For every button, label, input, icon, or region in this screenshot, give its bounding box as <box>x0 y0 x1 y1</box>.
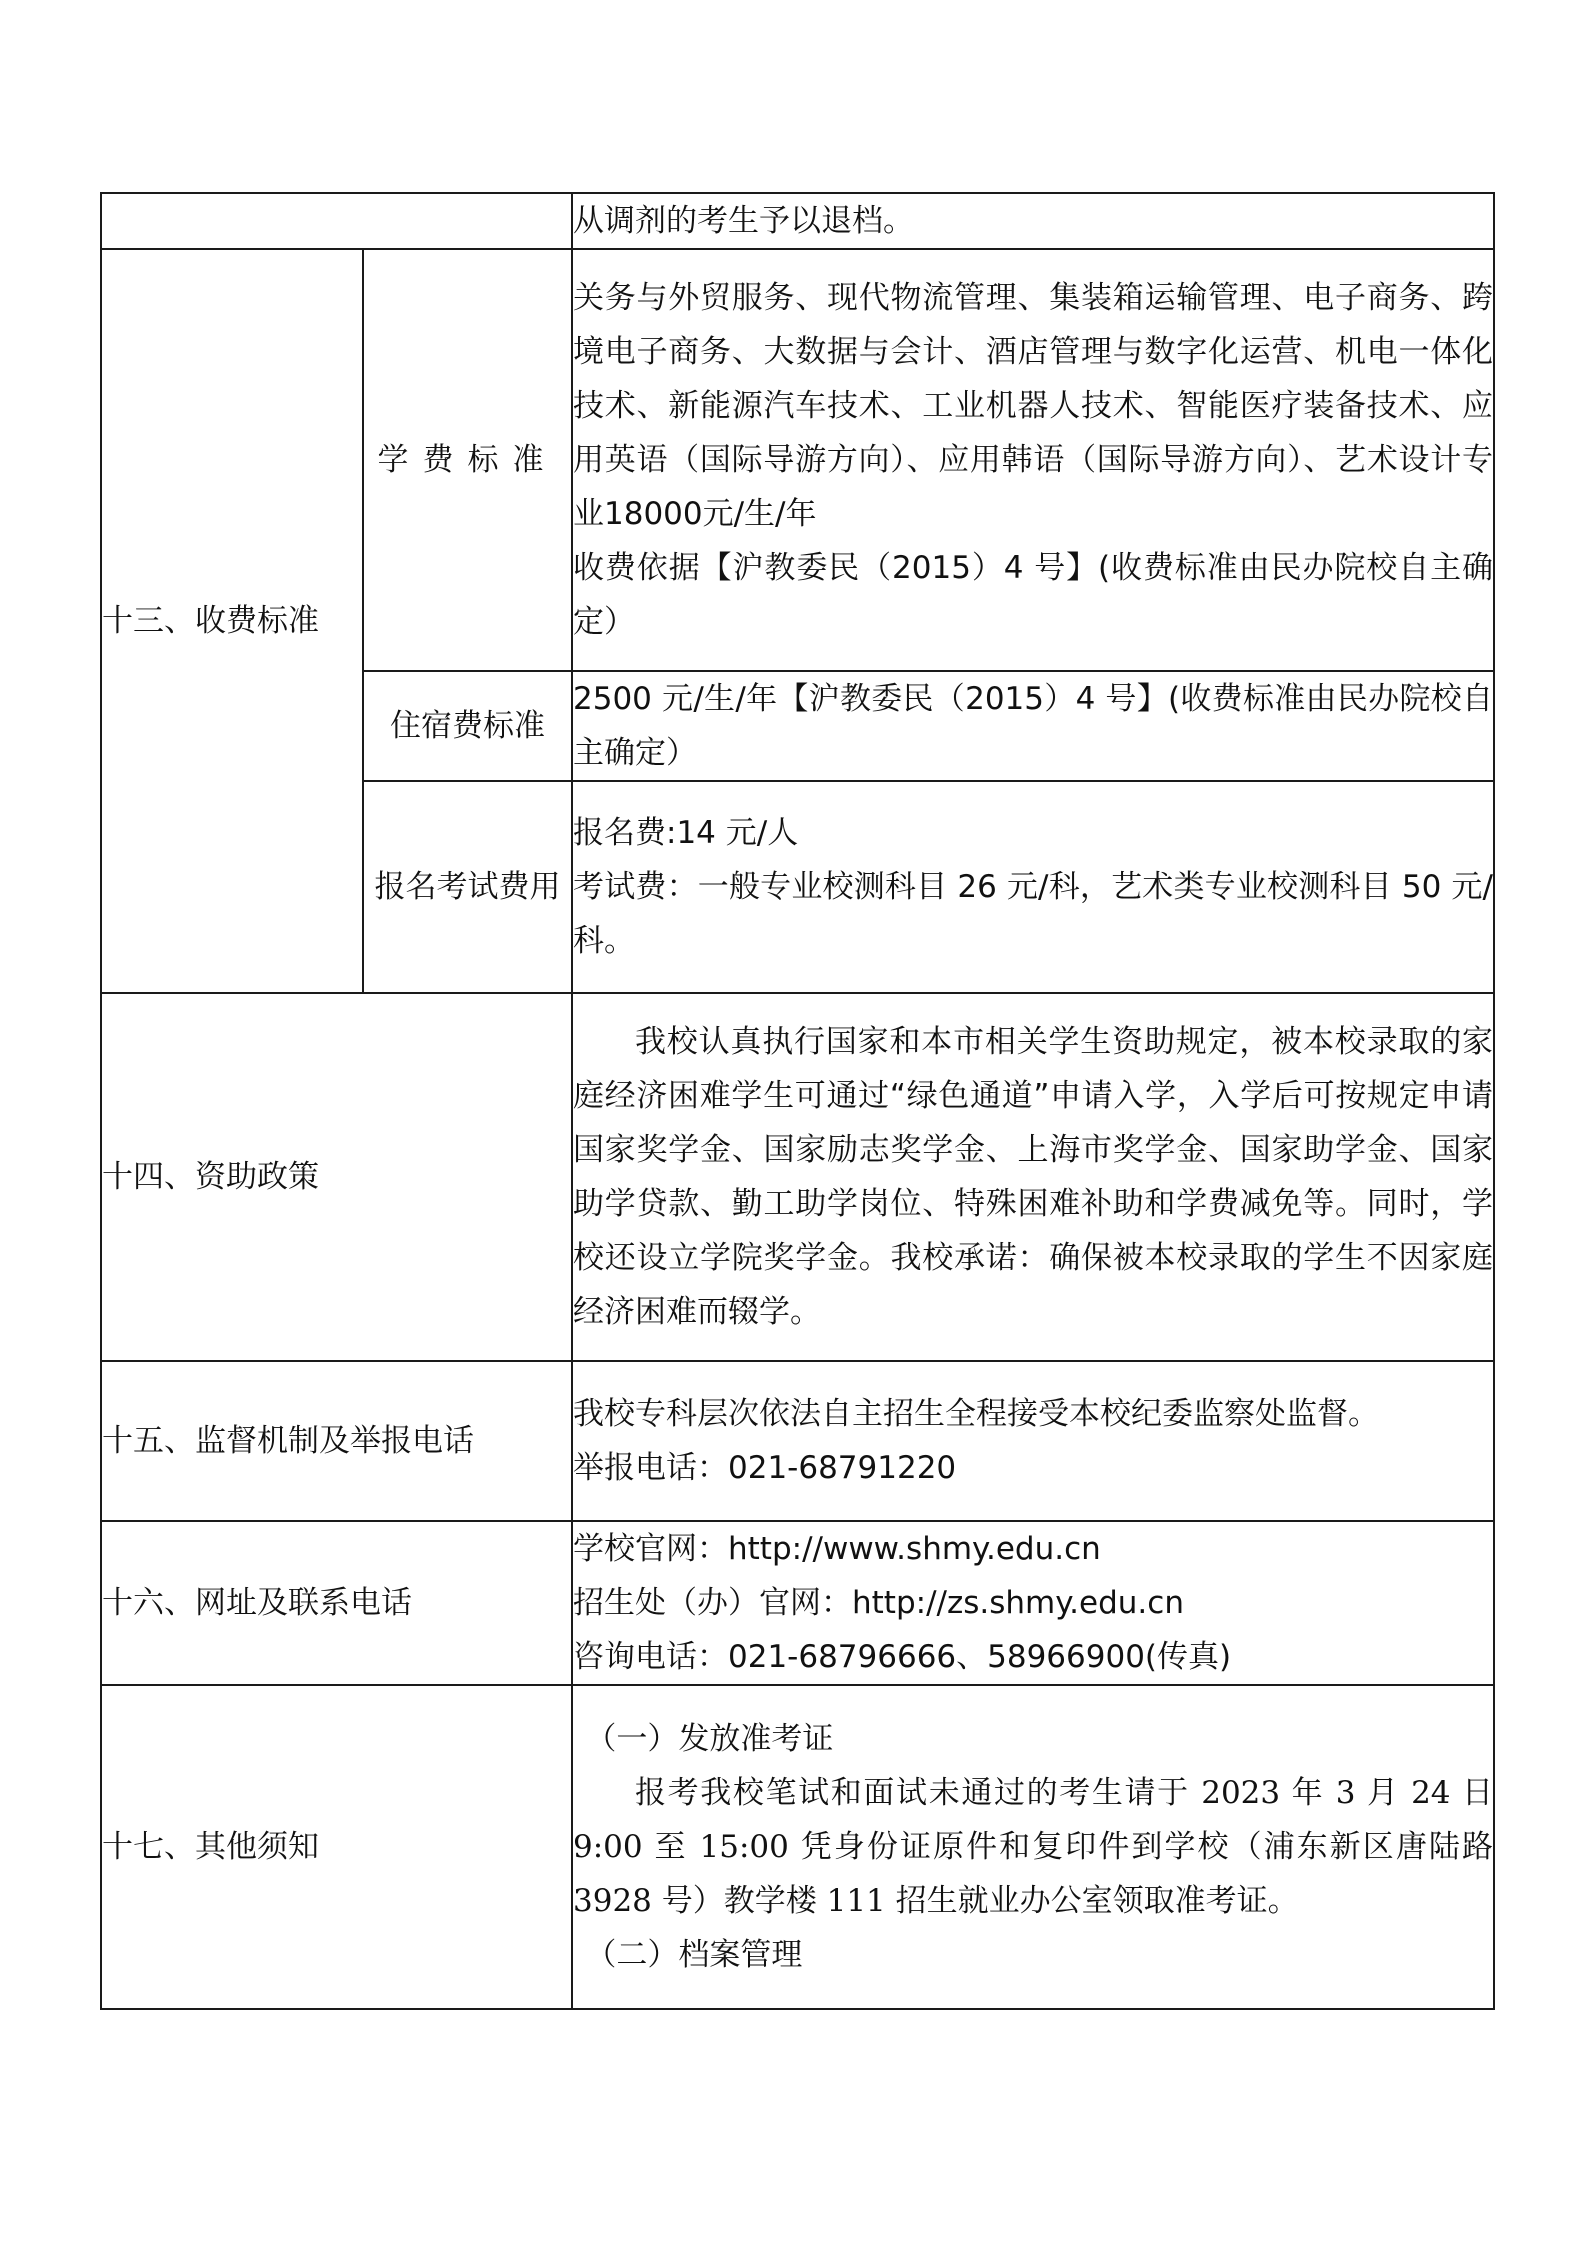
tuition-label <box>363 249 572 671</box>
empty-section-cell <box>101 193 572 249</box>
table-row-contact <box>101 1521 1494 1685</box>
registration-fee-text: 报名费:14 元/人 <box>573 815 799 851</box>
consult-phone-text: 咨询电话：021-68796666、58966900(传真) <box>573 1639 1232 1675</box>
notice-heading-admission-ticket: （一）发放准考证 <box>585 1721 834 1757</box>
tuition-label-text: 学费标准 <box>377 442 558 478</box>
notice-paragraph: 报考我校笔试和面试未通过的考生请于 2023 年 3 月 24 日 9:00 至 15:00 凭身份证原件和复印件到学校（浦东新区唐陆路 3928 号）教学楼 111 招生就业办公室领取准考证。 <box>573 1775 1493 1919</box>
section-supervision-label: 十五、监督机制及举报电话 <box>101 1361 572 1521</box>
table-row-supervision <box>101 1361 1494 1521</box>
tuition-content <box>572 249 1494 671</box>
exam-fees-label: 报名考试费用 <box>363 781 572 993</box>
section-notice-label: 十七、其他须知 <box>101 1685 572 2009</box>
contact-content <box>572 1521 1494 1685</box>
table-row-tuition <box>101 249 1494 671</box>
table-row-notice <box>101 1685 1494 2009</box>
admission-info-table <box>100 192 1495 2010</box>
table-row-aid <box>101 993 1494 1361</box>
supervision-content <box>572 1361 1494 1521</box>
exam-fees-content <box>572 781 1494 993</box>
report-phone-text: 举报电话：021-68791220 <box>573 1450 957 1486</box>
school-website-text: 学校官网：http://www.shmy.edu.cn <box>573 1531 1101 1567</box>
admissions-website-text: 招生处（办）官网：http://zs.shmy.edu.cn <box>573 1585 1184 1621</box>
aid-policy-text: 我校认真执行国家和本市相关学生资助规定，被本校录取的家庭经济困难学生可通过“绿色通道”申请入学，入学后可按规定申请国家奖学金、国家励志奖学金、上海市奖学金、国家助学金、国家助学贷款、勤工助学岗位、特殊困难补助和学费减免等。同时，学校还设立学院奖学金。我校承诺：确保被本校录取的学生不因家庭经济困难而辍学。 <box>573 1024 1493 1330</box>
tuition-majors-text: 关务与外贸服务、现代物流管理、集装箱运输管理、电子商务、跨境电子商务、大数据与会计、酒店管理与数字化运营、机电一体化技术、新能源汽车技术、工业机器人技术、智能医疗装备技术、应用英语（国际导游方向）、应用韩语（国际导游方向）、艺术设计专业18000元/生/年 <box>573 280 1493 532</box>
exam-fee-text: 考试费：一般专业校测科目 26 元/科，艺术类专业校测科目 50 元/科。 <box>573 869 1493 959</box>
notice-content <box>572 1685 1494 2009</box>
carry-over-text: 从调剂的考生予以退档。 <box>573 203 914 239</box>
notice-heading-archive: （二）档案管理 <box>585 1937 803 1973</box>
section-aid-label: 十四、资助政策 <box>101 993 572 1361</box>
accommodation-text: 2500 元/生/年【沪教委民（2015）4 号】(收费标准由民办院校自主确定） <box>573 681 1493 771</box>
tuition-basis-text: 收费依据【沪教委民（2015）4 号】(收费标准由民办院校自主确定） <box>573 550 1493 640</box>
accommodation-content <box>572 671 1494 781</box>
section-fees-label: 十三、收费标准 <box>101 249 363 993</box>
table-row-carry-over <box>101 193 1494 249</box>
aid-content <box>572 993 1494 1361</box>
carry-over-content <box>572 193 1494 249</box>
section-contact-label: 十六、网址及联系电话 <box>101 1521 572 1685</box>
supervision-text: 我校专科层次依法自主招生全程接受本校纪委监察处监督。 <box>573 1396 1379 1432</box>
accommodation-label: 住宿费标准 <box>363 671 572 781</box>
